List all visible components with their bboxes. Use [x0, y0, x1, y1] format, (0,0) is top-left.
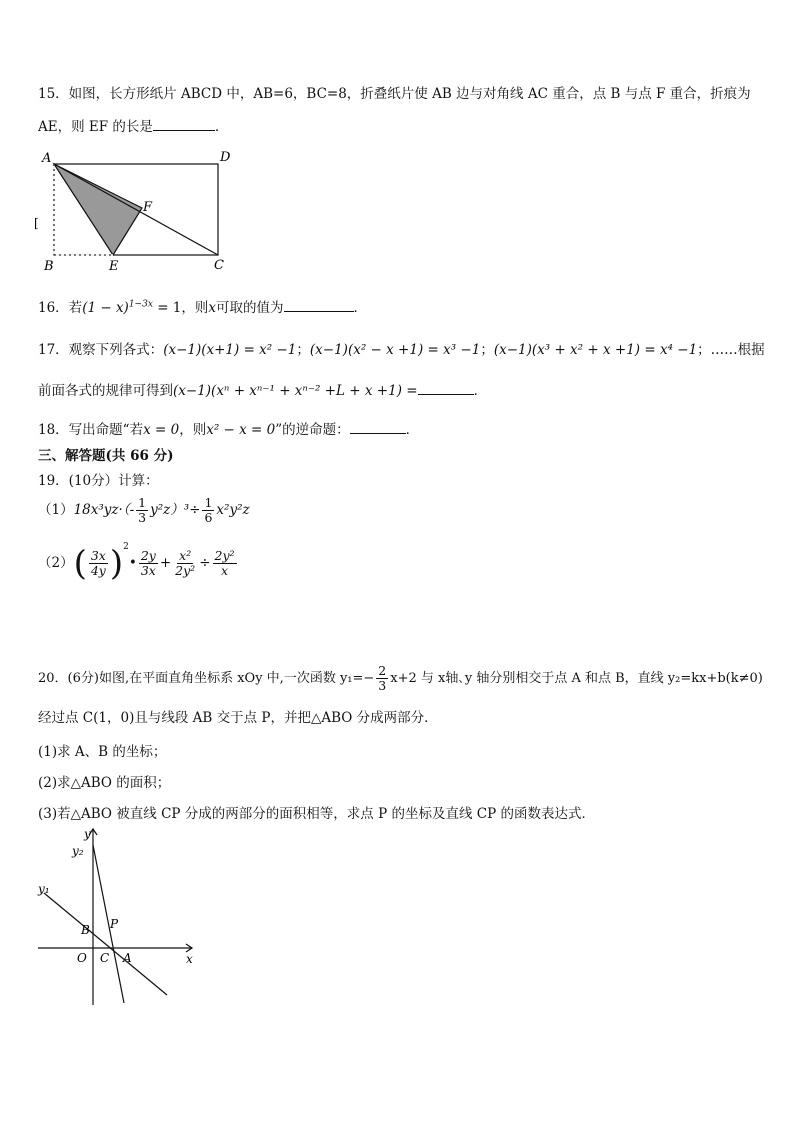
- q15-line1: 15．如图，长方形纸片 ABCD 中，AB=6，BC=8，折叠纸片使 AB 边与对角线 AC 重合，点 B 与点 F 重合，折痕为: [38, 86, 751, 102]
- frac-num: 3x: [90, 548, 106, 563]
- q17-eq2: (x−1)(x² − x +1) = x³ −1: [309, 342, 481, 358]
- q19-p2-dot: •: [128, 555, 137, 571]
- label-c: C: [100, 951, 110, 965]
- answer-blank: [418, 380, 474, 395]
- rectangle-fold-figure: [32, 145, 232, 275]
- q19-part1: [38, 496, 250, 525]
- line-y2: [93, 845, 124, 1003]
- q16-end: ．: [353, 300, 368, 316]
- q18: [38, 418, 419, 438]
- q17-pre: 17．观察下列各式：: [38, 342, 164, 358]
- answer-blank: [284, 297, 354, 312]
- answer-blank: [153, 116, 215, 131]
- q19-p2-frac3: [173, 549, 197, 578]
- q19-p2-frac1: [89, 549, 108, 578]
- frac-num: 1: [204, 495, 213, 510]
- label-a: A: [123, 951, 132, 965]
- label-e: E: [109, 259, 119, 274]
- q16-var: x: [208, 300, 217, 316]
- q19-p2-div: ÷: [199, 555, 211, 571]
- folded-triangle: [54, 164, 142, 255]
- q20-line2: 经过点 C(1，0)且与线段 AB 交于点 P，并把△ABO 分成两部分．: [38, 710, 438, 726]
- q18-post: ”的逆命题：: [275, 422, 350, 438]
- answer-blank: [350, 419, 406, 434]
- q16-expr-exp: 1−3x: [128, 299, 153, 310]
- q19-part2: （2）( $\frac{3x}{4y}$ )$^2$• $\frac{2y}{3x}$ + $\frac{\text{x²}}{\text{2y²}}$ ÷ $\frac{\text{2y²}}{x}$: [38, 542, 235, 584]
- frac-den: 3: [378, 678, 387, 693]
- q18-end: ．: [405, 422, 420, 438]
- q19-title: 19．(10分）计算：: [38, 473, 159, 489]
- label-y2: y₂: [72, 844, 84, 858]
- q20-line1-a: 20．(6分)如图,在平面直角坐标系 xOy 中,一次函数 y₁=−: [38, 671, 375, 686]
- q16: [38, 296, 367, 316]
- label-c: C: [214, 258, 224, 273]
- section-heading: 三、解答题(共 66 分): [38, 448, 174, 464]
- label-a: A: [42, 151, 52, 166]
- frac-num: 2y²: [214, 548, 235, 563]
- q19-p2-exp: 2: [123, 542, 129, 552]
- label-d: D: [220, 150, 231, 165]
- q19-p2-label: （2）: [38, 555, 74, 571]
- frac-den: 3x: [140, 563, 156, 578]
- q16-expr-base: (1 − x): [82, 300, 129, 316]
- label-o: O: [77, 951, 87, 965]
- q20-sub1: (1)求 A、B 的坐标；: [38, 744, 167, 760]
- side-mark: [: [34, 216, 39, 230]
- label-p: P: [110, 917, 119, 931]
- q16-mid: ，则: [181, 300, 209, 316]
- q19-p2-plus: +: [159, 555, 172, 571]
- q18-mid: ，则: [179, 422, 207, 438]
- q17-line2-expr: (x−1)(xⁿ + xⁿ⁻¹ + xⁿ⁻² +L + x +1) =: [173, 383, 418, 399]
- q18-cond: x = 0: [143, 422, 180, 438]
- frac-den: 4y: [90, 563, 106, 578]
- q15-line2: [38, 115, 228, 135]
- q17-line2-pre: 前面各式的规律可得到: [38, 383, 173, 399]
- q15-line2-text: AE，则 EF 的长是: [38, 119, 153, 135]
- label-x-axis: x: [186, 952, 193, 966]
- q17-sep1: ；: [296, 342, 310, 358]
- label-y-axis: y: [84, 827, 91, 841]
- q17-end: ．: [473, 383, 488, 399]
- q17-eq3: (x−1)(x³ + x² + x +1) = x⁴ −1: [493, 342, 698, 358]
- q19-p2-frac2: [139, 549, 158, 578]
- q19-p1-frac1: [136, 496, 148, 525]
- diagonal-ac: [54, 164, 218, 255]
- q20-sub3: (3)若△ABO 被直线 CP 分成的两部分的面积相等，求点 P 的坐标及直线 CP 的函数表达式．: [38, 806, 595, 822]
- q18-concl: x² − x = 0: [206, 422, 276, 438]
- q19-p1-b: y²z）³÷: [150, 502, 201, 518]
- label-b: B: [81, 923, 90, 937]
- q20-frac: [376, 664, 388, 693]
- q17-tail: ；……根据: [697, 342, 765, 358]
- frac-den: 2y²: [175, 563, 196, 578]
- q20-line1: [38, 664, 763, 693]
- q19-p1-c: x²y²z: [216, 502, 250, 518]
- coordinate-figure: [36, 825, 206, 1010]
- q15-end: ．: [214, 119, 229, 135]
- q17-line1: [38, 338, 765, 358]
- q16-expr-eq: = 1: [157, 300, 182, 316]
- q20-sub2: (2)求△ABO 的面积；: [38, 775, 171, 791]
- q19-p1-a: 18x³yz·（-: [73, 502, 135, 518]
- frac-num: 1: [138, 495, 147, 510]
- frac-den: x: [221, 563, 229, 578]
- frac-num: x²: [179, 548, 192, 563]
- q16-pre: 16．若: [38, 300, 83, 316]
- label-b: B: [44, 259, 54, 274]
- frac-den: 6: [204, 510, 213, 525]
- q19-p1-label: （1）: [38, 502, 74, 518]
- q17-sep2: ；: [480, 342, 494, 358]
- q18-pre: 18．写出命题“若: [38, 422, 144, 438]
- frac-num: 2: [378, 663, 387, 678]
- label-y1: y₁: [38, 882, 50, 896]
- frac-num: 2y: [140, 548, 156, 563]
- frac-den: 3: [138, 510, 147, 525]
- q16-post: 可取的值为: [216, 300, 284, 316]
- q19-p1-frac2: [202, 496, 214, 525]
- q17-eq1: (x−1)(x+1) = x² −1: [163, 342, 297, 358]
- label-f: F: [143, 200, 153, 215]
- q20-line1-b: x+2 与 x轴､y 轴分别相交于点 A 和点 B，直线 y₂=kx+b(k≠0): [390, 671, 763, 686]
- q19-p2-frac4: [213, 549, 237, 578]
- q17-line2: [38, 379, 487, 399]
